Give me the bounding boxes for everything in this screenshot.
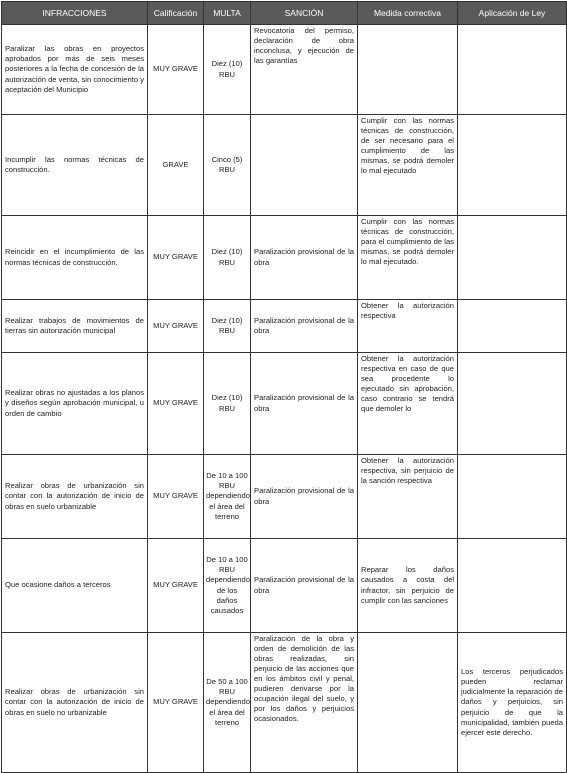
table-row [2, 115, 567, 216]
sancion-cell [251, 115, 358, 216]
aplicacion-cell [458, 455, 567, 539]
medida-cell: Cumplir con las normas técnicas de construcción, de ser necesario para el cumplimiento de las mismas, se podrá demoler lo mal ejecutado [358, 115, 458, 216]
table-row [2, 455, 567, 539]
multa-cell: De 10 a 100 RBU dependiendo el área del terreno [204, 455, 251, 539]
aplicacion-cell [458, 25, 567, 115]
infraccion-cell: Incumplir las normas técnicas de construcción. [2, 115, 148, 216]
infraccion-cell: Realizar trabajos de movimientos de tierras sin autorización municipal [2, 300, 148, 353]
medida-cell: Reparar los daños causados a costa del infractor, sin perjuicio de cumplir con las sanciones [358, 539, 458, 633]
infraccion-cell: Realizar obras de urbanización sin contar con la autorización de inicio de obras en suelo urbanizable [2, 455, 148, 539]
sancion-cell: Paralización provisional de la obra [251, 455, 358, 539]
header-row [2, 2, 567, 25]
header-calificacion: Calificación [148, 2, 204, 25]
calificacion-cell: MUY GRAVE [148, 539, 204, 633]
medida-cell: Cumplir con las normas técnicas de construcción, para el cumplimiento de las mismas, se podrá demoler lo mal ejecutado. [358, 216, 458, 300]
medida-text: Obtener la autorización respectiva en caso de que sea procedente lo ejecutado sin aprobación, caso contrario se tendrá que demoler lo [361, 354, 454, 414]
header-sancion: SANCIÓN [251, 2, 358, 25]
medida-cell: Obtener la autorización respectiva [358, 300, 458, 353]
calificacion-cell: MUY GRAVE [148, 353, 204, 455]
calificacion-cell: MUY GRAVE [148, 216, 204, 300]
calificacion-cell: GRAVE [148, 115, 204, 216]
sanctions-table [1, 1, 567, 773]
aplicacion-cell [458, 115, 567, 216]
header-infracciones: INFRACCIONES [2, 2, 148, 25]
sancion-cell: Paralización provisional de la obra [251, 216, 358, 300]
sancion-cell: Paralización provisional de la obra [251, 300, 358, 353]
multa-cell: Diez (10) RBU [204, 300, 251, 353]
aplicacion-cell [458, 300, 567, 353]
infraccion-cell: Paralizar las obras en proyectos aprobados por más de seis meses posteriores a la fecha de concesión de la autorización de venta, sin conocimiento y aceptación del Municipio [2, 25, 148, 115]
aplicacion-cell [458, 216, 567, 300]
sancion-cell: Paralización de la obra y orden de demolición de las obras realizadas, sin perjuicio de las acciones que en los ámbitos civil y penal, pudieren derivarse por la ocupación ilegal del suelo, y por los daños y perjuicios ocasionados. [251, 633, 358, 773]
multa-cell: De 50 a 100 RBU dependiendo el área del terreno [204, 633, 251, 773]
sancion-cell: Paralización provisional de la obra [251, 539, 358, 633]
header-medida-correctiva: Medida correctiva [358, 2, 458, 25]
multa-cell: De 10 a 100 RBU dependiendo de los daños causados [204, 539, 251, 633]
infraccion-cell: Realizar obras de urbanización sin contar con la autorización de inicio de obras en suelo no urbanizable [2, 633, 148, 773]
table-row [2, 353, 567, 455]
infraccion-cell: Que ocasione daños a terceros [2, 539, 148, 633]
multa-cell: Cinco (5) RBU [204, 115, 251, 216]
header-multa: MULTA [204, 2, 251, 25]
table-row [2, 300, 567, 353]
multa-cell: Diez (10) RBU [204, 25, 251, 115]
multa-cell: Diez (10) RBU [204, 353, 251, 455]
infraccion-cell: Reincidir en el incumplimiento de las normas técnicas de construcción. [2, 216, 148, 300]
medida-cell: Obtener la autorización respectiva, sin perjuicio de la sanción respectiva [358, 455, 458, 539]
medida-cell [358, 25, 458, 115]
header-aplicacion-de-ley: Aplicación de Ley [458, 2, 567, 25]
medida-cell [358, 633, 458, 773]
table-row [2, 216, 567, 300]
aplicacion-cell [458, 539, 567, 633]
calificacion-cell: MUY GRAVE [148, 25, 204, 115]
table-row [2, 539, 567, 633]
calificacion-cell: MUY GRAVE [148, 300, 204, 353]
calificacion-cell: MUY GRAVE [148, 455, 204, 539]
aplicacion-cell: Los terceros perjudicados pueden reclamar judicialmente la reparación de daños y perjuicios, sin perjuicio de que la municipalidad, también pueda ejercer este derecho. [458, 633, 567, 773]
sancion-cell: Paralización provisional de la obra [251, 353, 358, 455]
sancion-cell: Revocatoria del permiso, declaración de obra inconclusa, y ejecución de las garantías [251, 25, 358, 115]
multa-cell: Diez (10) RBU [204, 216, 251, 300]
calificacion-cell: MUY GRAVE [148, 633, 204, 773]
table-row [2, 633, 567, 773]
table-row [2, 25, 567, 115]
infraccion-cell: Realizar obras no ajustadas a los planos y diseños según aprobación municipal, u orden de cambio [2, 353, 148, 455]
aplicacion-cell [458, 353, 567, 455]
sanctions-table-wrapper [1, 1, 566, 773]
medida-cell [358, 353, 458, 455]
